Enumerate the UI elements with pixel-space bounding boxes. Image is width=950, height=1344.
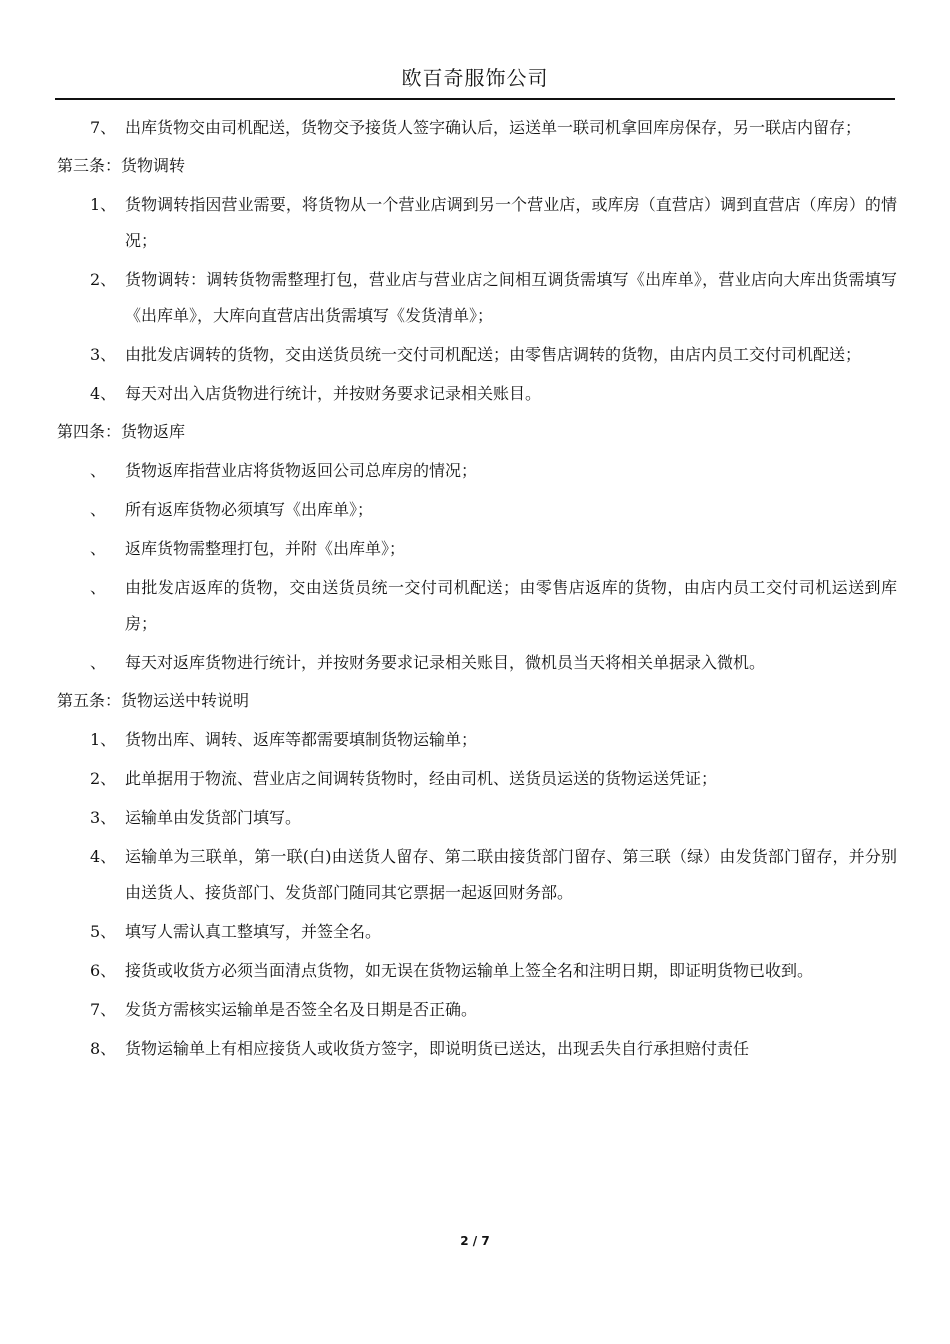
- item-number: 2、: [90, 769, 117, 788]
- header-divider: [55, 98, 895, 100]
- item-number: 、: [90, 653, 107, 672]
- list-item: [57, 722, 897, 758]
- section-4-heading: 第四条：货物返库: [57, 422, 186, 441]
- item-text: 货物返库指营业店将货物返回公司总库房的情况；: [125, 461, 478, 480]
- item-number: 、: [90, 500, 107, 519]
- item-number: 4、: [90, 847, 117, 866]
- item-text: 由批发店返库的货物，交由送货员统一交付司机配送；由零售店返库的货物，由店内员工交付司机运送到库房；: [125, 578, 897, 633]
- item-text: 返库货物需整理打包，并附《出库单》；: [125, 539, 406, 558]
- list-item: [57, 337, 897, 373]
- list-item: [57, 492, 897, 528]
- item-text: 货物出库、调转、返库等都需要填制货物运输单；: [125, 730, 478, 749]
- item-text: 每天对返库货物进行统计，并按财务要求记录相关账目，微机员当天将相关单据录入微机。: [125, 653, 766, 672]
- section-3-heading: 第三条：货物调转: [57, 156, 186, 175]
- item-number: 7、: [90, 1000, 117, 1019]
- document-body: [57, 110, 897, 1070]
- item-text: 此单据用于物流、营业店之间调转货物时，经由司机、送货员运送的货物运送凭证；: [125, 769, 718, 788]
- item-number: 1、: [90, 195, 117, 214]
- list-item: [57, 187, 897, 259]
- item-text: 所有返库货物必须填写《出库单》；: [125, 500, 374, 519]
- item-text: 运输单为三联单，第一联(白)由送货人留存、第二联由接货部门留存、第三联（绿）由发货部门留存，并分别由送货人、接货部门、发货部门随同其它票据一起返回财务部。: [125, 847, 897, 902]
- item-number: 1、: [90, 730, 117, 749]
- list-item: [57, 262, 897, 334]
- item-number: 6、: [90, 961, 117, 980]
- list-item: [57, 645, 897, 681]
- item-number: 3、: [90, 808, 117, 827]
- item-number: 2、: [90, 270, 117, 289]
- item-number: 8、: [90, 1039, 117, 1058]
- item-text: 出库货物交由司机配送，货物交予接货人签字确认后，运送单一联司机拿回库房保存，另一联店内留存；: [125, 118, 862, 137]
- section-5-heading: 第五条：货物运送中转说明: [57, 691, 250, 710]
- list-item: [57, 570, 897, 642]
- list-item: [57, 953, 897, 989]
- item-text: 运输单由发货部门填写。: [125, 808, 302, 827]
- page-number: 2 / 7: [460, 1234, 490, 1248]
- item-text: 发货方需核实运输单是否签全名及日期是否正确。: [125, 1000, 478, 1019]
- item-text: 接货或收货方必须当面清点货物，如无误在货物运输单上签全名和注明日期，即证明货物已收到。: [125, 961, 814, 980]
- list-item: [57, 110, 897, 146]
- list-item: [57, 376, 897, 412]
- item-number: 5、: [90, 922, 117, 941]
- list-item: [57, 531, 897, 567]
- item-number: 7、: [90, 118, 117, 137]
- item-number: 、: [90, 461, 107, 480]
- item-text: 货物调转：调转货物需整理打包，营业店与营业店之间相互调货需填写《出库单》，营业店向大库出货需填写《出库单》，大库向直营店出货需填写《发货清单》；: [125, 270, 897, 325]
- list-item: [57, 800, 897, 836]
- list-item: [57, 992, 897, 1028]
- item-text: 货物运输单上有相应接货人或收货方签字，即说明货已送达，出现丢失自行承担赔付责任: [125, 1039, 750, 1058]
- list-item: [57, 761, 897, 797]
- list-item: [57, 453, 897, 489]
- item-number: 4、: [90, 384, 117, 403]
- list-item: [57, 914, 897, 950]
- item-number: 3、: [90, 345, 117, 364]
- item-text: 货物调转指因营业需要，将货物从一个营业店调到另一个营业店，或库房（直营店）调到直营店（库房）的情况；: [125, 195, 897, 250]
- item-text: 填写人需认真工整填写，并签全名。: [125, 922, 382, 941]
- list-item: [57, 839, 897, 911]
- item-number: 、: [90, 578, 107, 597]
- item-text: 由批发店调转的货物，交由送货员统一交付司机配送；由零售店调转的货物，由店内员工交付司机配送；: [125, 345, 862, 364]
- list-item: [57, 1031, 897, 1067]
- item-text: 每天对出入店货物进行统计，并按财务要求记录相关账目。: [125, 384, 542, 403]
- item-number: 、: [90, 539, 107, 558]
- document-header-title: 欧百奇服饰公司: [401, 66, 549, 90]
